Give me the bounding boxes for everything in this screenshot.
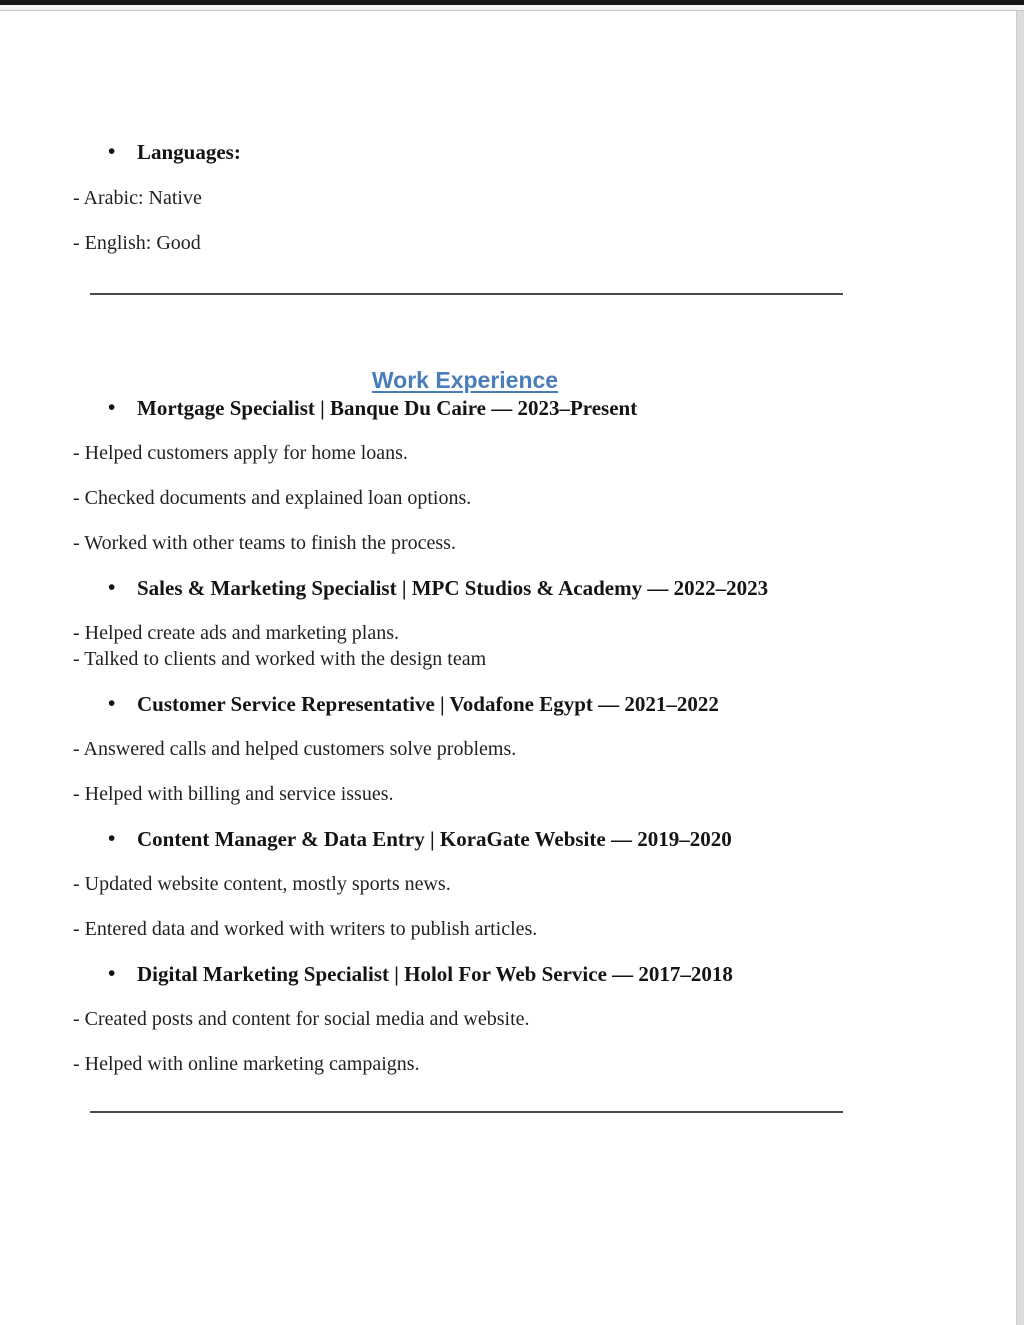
section-divider: [90, 293, 843, 295]
section-divider: [90, 1111, 843, 1113]
job-detail: - Talked to clients and worked with the design team: [73, 648, 487, 670]
bullet-icon: •: [108, 575, 116, 599]
job-detail: - Updated website content, mostly sports news.: [73, 873, 451, 895]
job-entry-holol-web-service: [0, 961, 1016, 1077]
job-title-text: Mortgage Specialist | Banque Du Caire — 2023–Present: [137, 396, 638, 420]
job-entry-banque-du-caire: [0, 395, 1016, 556]
job-title: [0, 826, 1016, 853]
bullet-icon: •: [108, 691, 116, 715]
window-top-strip: [0, 5, 1024, 11]
languages-heading: [0, 139, 1016, 166]
job-title: [0, 575, 1016, 602]
job-detail: - Worked with other teams to finish the process.: [73, 532, 456, 554]
job-entry-vodafone-egypt: [0, 691, 1016, 807]
job-detail: - Checked documents and explained loan options.: [73, 487, 472, 509]
job-title: [0, 961, 1016, 988]
job-detail: - Helped customers apply for home loans.: [73, 442, 408, 464]
language-item-english: - English: Good: [73, 232, 201, 254]
bullet-icon: •: [108, 961, 116, 985]
job-entry-mpc-studios: [0, 575, 1016, 672]
work-experience-heading: Work Experience: [371, 367, 559, 393]
job-title-text: Sales & Marketing Specialist | MPC Studios & Academy — 2022–2023: [137, 576, 769, 600]
bullet-icon: •: [108, 395, 116, 419]
job-title-text: Customer Service Representative | Vodafone Egypt — 2021–2022: [137, 692, 719, 716]
job-detail: - Answered calls and helped customers solve problems.: [73, 738, 517, 760]
page-right-edge: [1016, 5, 1024, 1325]
bullet-icon: •: [108, 139, 116, 163]
job-entry-koragate-website: [0, 826, 1016, 942]
job-detail: - Created posts and content for social media and website.: [73, 1008, 530, 1030]
job-detail: - Helped create ads and marketing plans.: [73, 622, 399, 644]
languages-heading-label: Languages:: [137, 140, 241, 164]
work-experience-heading-row: [0, 366, 930, 394]
job-title: [0, 395, 1016, 422]
job-detail: - Entered data and worked with writers to publish articles.: [73, 918, 538, 940]
job-title: [0, 691, 1016, 718]
bullet-icon: •: [108, 826, 116, 850]
job-detail: - Helped with billing and service issues.: [73, 783, 394, 805]
job-detail: - Helped with online marketing campaigns.: [73, 1053, 420, 1075]
job-title-text: Digital Marketing Specialist | Holol For Web Service — 2017–2018: [137, 962, 733, 986]
job-title-text: Content Manager & Data Entry | KoraGate Website — 2019–2020: [137, 827, 732, 851]
language-item-arabic: - Arabic: Native: [73, 187, 202, 209]
